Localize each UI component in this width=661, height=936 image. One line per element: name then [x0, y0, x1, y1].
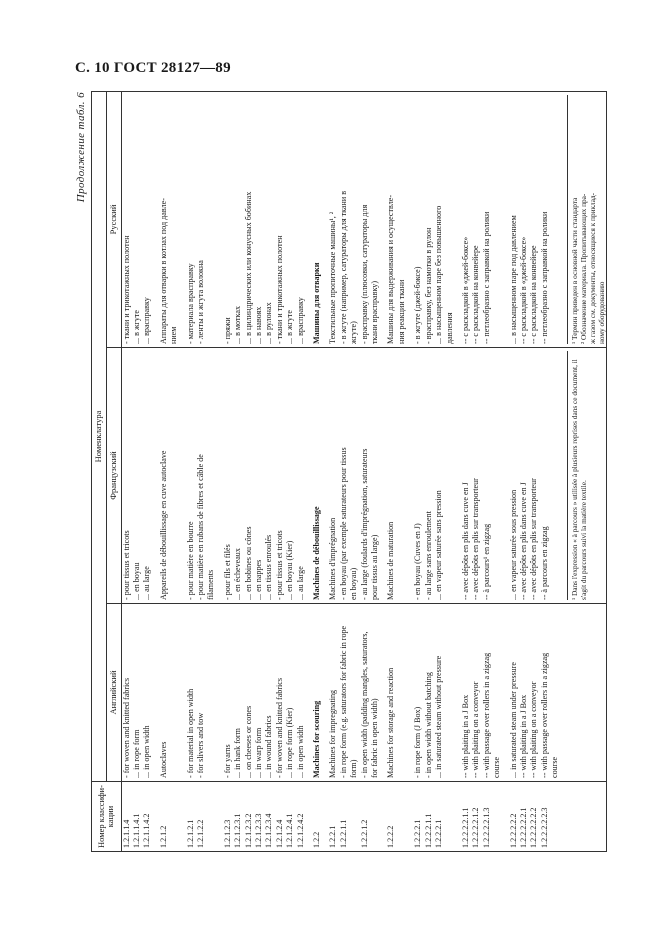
- cell-num: [380, 782, 407, 852]
- cell-en: [322, 604, 380, 782]
- cell-line: -- с раскладкой в «джей-боксе»: [460, 236, 470, 344]
- page-header: С. 10 ГОСТ 28127—89: [75, 60, 231, 76]
- cell-line: for fabric in open width): [370, 698, 380, 778]
- cell-line: ... en tissus enroulés: [264, 534, 274, 600]
- cell-line: ... en vapeur saturée sans pression: [434, 490, 444, 600]
- cell-fr: [455, 348, 503, 604]
- cell-line: - в жгуте (джей-боксе): [413, 266, 423, 344]
- cell-line: 1.2.1.1.4: [121, 819, 131, 848]
- header-nomenclature: Номенклатура: [92, 92, 107, 782]
- cell-line: - au large (foulards d'imprégnation, saturateurs: [359, 448, 369, 600]
- cell-line: - материала врасправку: [185, 263, 195, 344]
- cell-num: [407, 782, 455, 852]
- table-row: [306, 92, 322, 852]
- cell-num: [503, 782, 561, 852]
- cell-line: - pour matière en rubans de fibres et câble de: [195, 454, 205, 600]
- cell-ru: [455, 92, 503, 348]
- cell-line: -- с раскладкой на конвейере: [529, 245, 539, 344]
- cell-line: 1.2.2.2.1.1: [423, 813, 433, 848]
- table-row: [121, 92, 153, 852]
- table-row: [407, 92, 455, 852]
- cell-line: 1.2.1.2.4.1: [285, 813, 295, 848]
- cell-line: ... in open width: [142, 725, 152, 778]
- cell-line: 1.2.1.2: [158, 825, 168, 848]
- header-russian: Русский: [106, 92, 121, 348]
- cell-num: [306, 782, 322, 852]
- cell-fr: [322, 348, 380, 604]
- footnote-line: ж газом см. документы, относящиеся к приклад-: [587, 192, 597, 344]
- cell-num: [217, 782, 306, 852]
- cell-line: 1.2.1.2.4: [274, 819, 284, 848]
- cell-line: ... au large: [295, 566, 305, 600]
- cell-en: [180, 604, 217, 782]
- cell-line: 1.2.2.2.2.2.3: [539, 807, 549, 848]
- table-row: [180, 92, 217, 852]
- cell-line: 1.2.1.1.4.1: [131, 813, 141, 848]
- cell-line: -- with plaiting on a conveyor: [471, 681, 481, 778]
- cell-line: - pour matière en bourre: [185, 521, 195, 600]
- cell-line: ... в рулонах: [264, 302, 274, 344]
- cell-line: -- with plaiting in a J Box: [518, 694, 528, 778]
- header-english: Английский: [106, 604, 121, 782]
- cell-line: 1.2.1.2.3.3: [254, 813, 263, 848]
- cell-line: 1.2.1.2.1: [185, 819, 195, 848]
- cell-line: - pour tissus et tricots: [121, 530, 131, 600]
- cell-line: - au large sans enroulement: [423, 511, 433, 600]
- cell-fr: [380, 348, 407, 604]
- cell-line: 1.2.1.2.3.2: [243, 813, 253, 848]
- cell-line: - en boyau (par exemple saturateurs pour tissus: [338, 447, 348, 600]
- cell-line: 1.2.1.2.4.2: [295, 813, 305, 848]
- cell-line: 1.2.1.2.2: [195, 819, 205, 848]
- cell-line: 1.2.2.2.2.1.1: [460, 807, 470, 848]
- cell-line: Машины для выдерживания и осуществле-: [386, 194, 396, 344]
- cell-line: - врасправку (плюсовки, сатураторы для: [359, 204, 369, 344]
- table-row: [503, 92, 561, 852]
- cell-line: ... in wound fabrics: [264, 715, 274, 778]
- cell-line: 1.2.2.1.2: [359, 819, 369, 848]
- cell-line: 1.2.2.2.2.1.3: [481, 807, 491, 848]
- cell-line: - ленты и жгута волокна: [195, 260, 205, 344]
- cell-line: 1.2.2.2.2.2.1: [518, 807, 528, 848]
- table-row: [217, 92, 306, 852]
- cell-line: ... on cheeses or cones: [243, 705, 253, 778]
- cell-line: Machines for storage and reaction: [386, 667, 396, 778]
- cell-line: нием: [169, 326, 179, 344]
- cell-line: - for material in open width: [185, 688, 195, 778]
- cell-line: ... в жгуте: [131, 309, 141, 344]
- cell-line: filaments: [206, 569, 216, 600]
- cell-en: [153, 604, 180, 782]
- cell-line: -- avec dépôts en plis sur transporteur: [471, 478, 481, 600]
- footnote-cell: [561, 604, 607, 782]
- cell-line: Autoclaves: [158, 741, 168, 778]
- cell-line: ... врасправку: [142, 297, 152, 344]
- cell-line: - for woven and knitted fabrics: [121, 677, 131, 778]
- cell-line: ... en écheveaux: [233, 548, 243, 600]
- cell-line: ... in warp form: [254, 727, 263, 778]
- cell-line: - врасправку, без намотки в рулон: [423, 227, 433, 344]
- cell-line: -- with plaiting in a J Box: [460, 694, 470, 778]
- cell-ru: [380, 92, 407, 348]
- table-row: [153, 92, 180, 852]
- footnote-cell: [561, 782, 607, 852]
- footnote-cell: [561, 348, 607, 604]
- footnote-line: ¹ Термин приведен в основной части стандарта: [569, 197, 579, 344]
- cell-line: - ткани и трикотажных полотен: [274, 235, 284, 344]
- cell-fr: [407, 348, 455, 604]
- cell-line: -- avec dépôts en plis dans cuve en J: [460, 482, 470, 600]
- cell-num: [121, 782, 153, 852]
- header-french: Французский: [106, 348, 121, 604]
- cell-line: 1.2.2.2.2.2.2: [529, 807, 539, 848]
- cell-line: Аппараты для отварки в котлах под давле-: [158, 198, 168, 344]
- cell-fr: [217, 348, 306, 604]
- cell-ru: [503, 92, 561, 348]
- cell-line: ... в насыщенном паре без повышенного: [434, 205, 444, 344]
- table-row: [322, 92, 380, 852]
- cell-line: 1.2.2.1: [328, 825, 338, 848]
- cell-line: Appareils de débouillissage en cuve autoclave: [158, 450, 168, 600]
- cell-ru: [407, 92, 455, 348]
- cell-line: - ткани и трикотажных полотен: [121, 235, 131, 344]
- cell-line: course: [550, 756, 560, 778]
- table-caption: Продолжение табл. 6: [75, 92, 87, 203]
- cell-line: 1.2.1.2.3: [222, 819, 232, 848]
- cell-line: ... in rope form (Kier): [285, 707, 295, 778]
- cell-line: Machines d'imprégnation: [328, 517, 338, 600]
- cell-en: [455, 604, 503, 782]
- cell-line: -- avec dépôts en plis dans cuve en J: [518, 482, 528, 600]
- table-body: [121, 92, 606, 852]
- cell-line: Machines for impregnating: [328, 689, 338, 778]
- cell-fr: [180, 348, 217, 604]
- cell-line: - пряжи: [222, 317, 232, 344]
- rotated-table-area: [75, 92, 606, 852]
- cell-line: 1.2.2.2.1: [434, 819, 444, 848]
- cell-en: [217, 604, 306, 782]
- cell-fr: [121, 348, 153, 604]
- cell-line: -- петлеобразно с заправкой на ролики: [539, 211, 549, 344]
- table-row: [380, 92, 407, 852]
- cell-line: ... in hank form: [233, 728, 243, 778]
- cell-line: ... в навоях: [254, 306, 263, 344]
- cell-line: -- à parcours¹ en zigzag: [481, 523, 491, 600]
- header-number: Номер классифи- кации: [92, 782, 122, 852]
- cell-line: 1.2.2: [312, 831, 322, 848]
- cell-line: Machines de débouillissage: [312, 506, 322, 600]
- cell-line: pour tissus au large): [370, 534, 380, 600]
- footnote-ru: [567, 95, 606, 344]
- cell-fr: [503, 348, 561, 604]
- footnote-line: ² Обозначение материала. Пропитывающих пра-: [578, 193, 588, 344]
- cell-line: -- петлеобразно с заправкой на ролики: [481, 211, 491, 344]
- cell-line: -- avec dépôts en plis sur transporteur: [529, 478, 539, 600]
- cell-ru: [217, 92, 306, 348]
- cell-en: [121, 604, 153, 782]
- cell-line: давления: [444, 312, 454, 344]
- cell-num: [322, 782, 380, 852]
- cell-en: [306, 604, 322, 782]
- cell-line: - in rope form (e.g. saturators for fabric in rope: [338, 625, 348, 778]
- cell-line: ... в мотках: [233, 306, 243, 344]
- cell-en: [503, 604, 561, 782]
- footnote-line: ному оборудованию: [596, 281, 606, 344]
- cell-line: 1.2.2.2.2.1.2: [471, 807, 481, 848]
- cell-line: -- с раскладкой на конвейере: [471, 245, 481, 344]
- cell-line: ... in saturated steam under pressure: [508, 662, 518, 778]
- cell-line: ... in open width: [295, 725, 305, 778]
- cell-line: ... en bobines ou cônes: [243, 526, 253, 600]
- cell-line: Machines for scouring: [312, 700, 322, 778]
- cell-line: - pour tissus et tricots: [274, 530, 284, 600]
- cell-line: ... en vapeur saturée sous pression: [508, 489, 518, 600]
- cell-line: ... en nappes: [254, 559, 263, 600]
- table-row: [455, 92, 503, 852]
- cell-line: ... врасправку: [295, 297, 305, 344]
- cell-line: - for woven and knitted fabrics: [274, 677, 284, 778]
- cell-line: [349, 785, 359, 848]
- cell-num: [153, 782, 180, 852]
- footnote-row: [561, 92, 607, 852]
- cell-fr: [153, 348, 180, 604]
- cell-line: - en boyau (Cuves en J): [413, 523, 423, 600]
- cell-line: ... in rope form: [131, 729, 141, 778]
- cell-ru: [121, 92, 153, 348]
- cell-line: -- à parcours en zigzag: [539, 526, 549, 600]
- cell-line: -- с раскладкой в «джей-боксе»: [518, 236, 528, 344]
- cell-line: -- with plaiting on a conveyor: [529, 681, 539, 778]
- footnote-line: ¹ Dans l'expression « à parcours » utilisée à plusieurs reprises dans ce document, il s'agit du parcours suivi la matière textile.: [569, 359, 588, 600]
- cell-line: жгуте): [349, 321, 359, 344]
- cell-line: 1.2.2.2: [386, 825, 396, 848]
- cell-ru: [153, 92, 180, 348]
- cell-ru: [180, 92, 217, 348]
- cell-line: 1.2.2.1.1: [338, 819, 348, 848]
- cell-line: -- with passage over rollers in a zigzag: [481, 652, 491, 778]
- cell-line: - for slivers and tow: [195, 712, 205, 778]
- cell-line: 1.2.2.2.2.2: [508, 813, 518, 848]
- cell-line: en boyau): [349, 567, 359, 600]
- cell-num: [455, 782, 503, 852]
- cell-line: -- with passage over rollers in a zigzag: [539, 652, 549, 778]
- cell-line: form): [349, 759, 359, 778]
- nomenclature-table: [91, 91, 607, 852]
- cell-line: ... в жгуте: [285, 309, 295, 344]
- cell-line: - for yarns: [222, 744, 232, 778]
- cell-line: - in rope form (J Box): [413, 706, 423, 778]
- cell-line: ... в насыщенном паре под давлением: [508, 215, 518, 344]
- cell-line: 1.2.2.2.1: [413, 819, 423, 848]
- footnote-cell: [561, 92, 607, 348]
- cell-line: ... in saturated steam without pressure: [434, 655, 444, 778]
- cell-line: 1.2.1.1.4.2: [142, 813, 152, 848]
- cell-line: course: [492, 756, 502, 778]
- cell-line: - pour fils et filés: [222, 544, 232, 600]
- cell-line: Текстильные пропиточные машины¹, ²: [328, 211, 338, 344]
- cell-line: - в жгуте (например, сатураторы для ткани в: [338, 190, 348, 344]
- cell-line: ... en boyau (Kier): [285, 540, 295, 600]
- cell-en: [380, 604, 407, 782]
- cell-line: - in open width without batching: [423, 672, 433, 778]
- cell-fr: [306, 348, 322, 604]
- cell-line: ния реакции ткани: [396, 279, 406, 344]
- cell-line: Машины для отварки: [312, 262, 322, 344]
- cell-line: - in open width (padding mangles, saturators,: [359, 631, 369, 778]
- cell-ru: [322, 92, 380, 348]
- footnote-fr: [567, 351, 588, 600]
- cell-line: ... au large: [142, 566, 152, 600]
- cell-en: [407, 604, 455, 782]
- cell-num: [180, 782, 217, 852]
- cell-ru: [306, 92, 322, 348]
- cell-line: ткани врасправку): [370, 280, 380, 344]
- cell-line: 1.2.1.2.3.4: [264, 813, 274, 848]
- cell-line: ... в цилиндрических или конусных бобинах: [243, 191, 253, 344]
- cell-line: ... en boyau: [131, 562, 141, 600]
- cell-line: Machines de maturation: [386, 521, 396, 600]
- cell-line: 1.2.1.2.3.1: [233, 813, 243, 848]
